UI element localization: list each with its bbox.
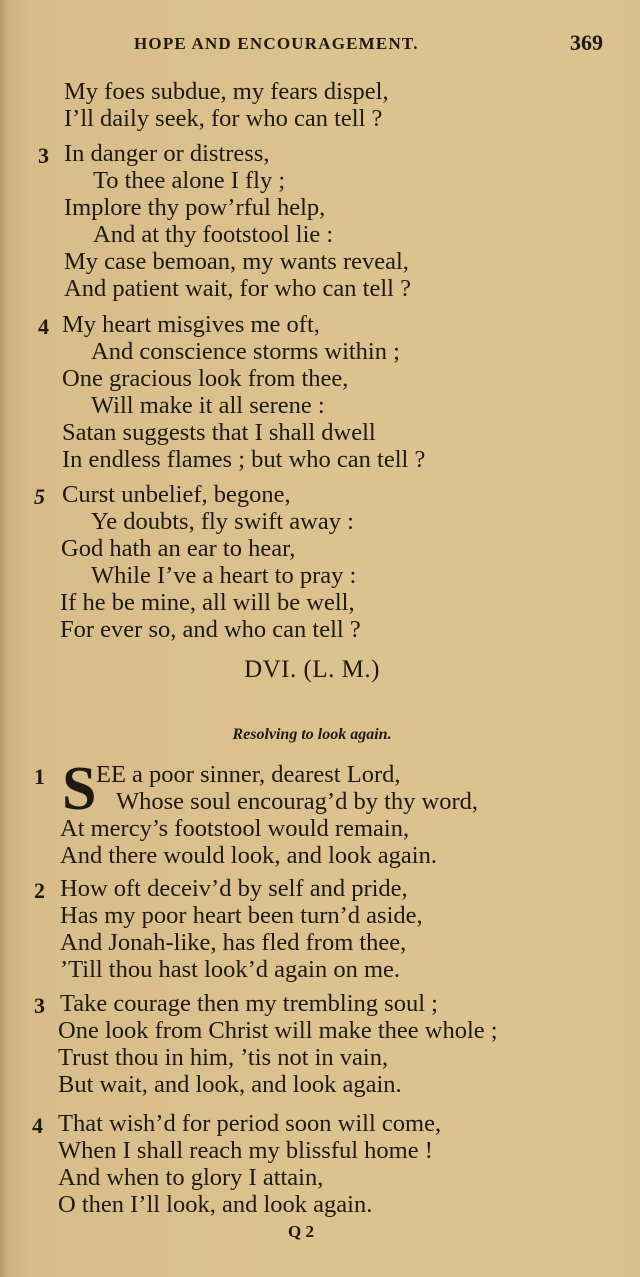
verse-line: O then I’ll look, and look again. — [58, 1191, 373, 1218]
page-header — [0, 30, 640, 64]
verse-line: When I shall reach my blissful home ! — [58, 1137, 433, 1164]
verse-line: And patient wait, for who can tell ? — [64, 275, 411, 302]
verse-line: That wish’d for period soon will come, — [58, 1110, 442, 1137]
verse-line: In endless flames ; but who can tell ? — [62, 446, 426, 473]
verse-line: Curst unbelief, begone, — [62, 481, 291, 508]
verse-line: And at thy footstool lie : — [93, 221, 334, 248]
verse-line: Will make it all serene : — [91, 392, 325, 419]
stanza-number: 4 — [38, 314, 49, 339]
verse-line: While I’ve a heart to pray : — [91, 562, 357, 589]
verse-line: Ye doubts, fly swift away : — [91, 508, 354, 535]
verse-line: God hath an ear to hear, — [61, 535, 296, 562]
page-number: 369 — [570, 30, 603, 55]
verse-line: How oft deceiv’d by self and pride, — [60, 875, 408, 902]
verse-line: Trust thou in him, ’tis not in vain, — [58, 1044, 389, 1071]
signature-mark: Q 2 — [288, 1222, 314, 1241]
verse-line: If he be mine, all will be well, — [60, 589, 355, 616]
verse-line: ’Till thou hast look’d again on me. — [60, 956, 401, 983]
verse-line: Whose soul encourag’d by thy word, — [116, 788, 478, 815]
drop-capital: S — [62, 755, 97, 823]
verse-line: My heart misgives me oft, — [62, 311, 320, 338]
verse-line: For ever so, and who can tell ? — [60, 616, 361, 643]
verse-line: Take courage then my trembling soul ; — [60, 990, 438, 1017]
verse-line: Implore thy pow’rful help, — [64, 194, 326, 221]
verse-line: Satan suggests that I shall dwell — [62, 419, 376, 446]
verse-line: But wait, and look, and look again. — [58, 1071, 402, 1098]
running-head: HOPE AND ENCOURAGEMENT. — [134, 34, 419, 53]
hymn-subtitle: Resolving to look again. — [232, 726, 392, 743]
verse-line: One gracious look from thee, — [62, 365, 349, 392]
verse-line: My foes subdue, my fears dispel, — [64, 78, 389, 105]
stanza-number: 3 — [34, 993, 45, 1018]
stanza-number: 1 — [34, 764, 45, 789]
stanza-number: 4 — [32, 1113, 43, 1138]
verse-line: And Jonah-like, has fled from thee, — [60, 929, 407, 956]
verse-line: And when to glory I attain, — [58, 1164, 324, 1191]
verse-line: EE a poor sinner, dearest Lord, — [96, 761, 401, 788]
verse-line: I’ll daily seek, for who can tell ? — [64, 105, 383, 132]
verse-line: In danger or distress, — [64, 140, 270, 167]
verse-line: Has my poor heart been turn’d aside, — [60, 902, 423, 929]
verse-line: And there would look, and look again. — [60, 842, 437, 869]
stanza-number: 5 — [34, 484, 45, 509]
verse-line: To thee alone I fly ; — [93, 167, 286, 194]
verse-line: At mercy’s footstool would remain, — [60, 815, 410, 842]
verse-line: And conscience storms within ; — [91, 338, 400, 365]
verse-line: One look from Christ will make thee whole ; — [58, 1017, 498, 1044]
hymn-title: DVI. (L. M.) — [244, 656, 380, 683]
stanza-number: 2 — [34, 878, 45, 903]
verse-line: My case bemoan, my wants reveal, — [64, 248, 409, 275]
stanza-number: 3 — [38, 143, 49, 168]
